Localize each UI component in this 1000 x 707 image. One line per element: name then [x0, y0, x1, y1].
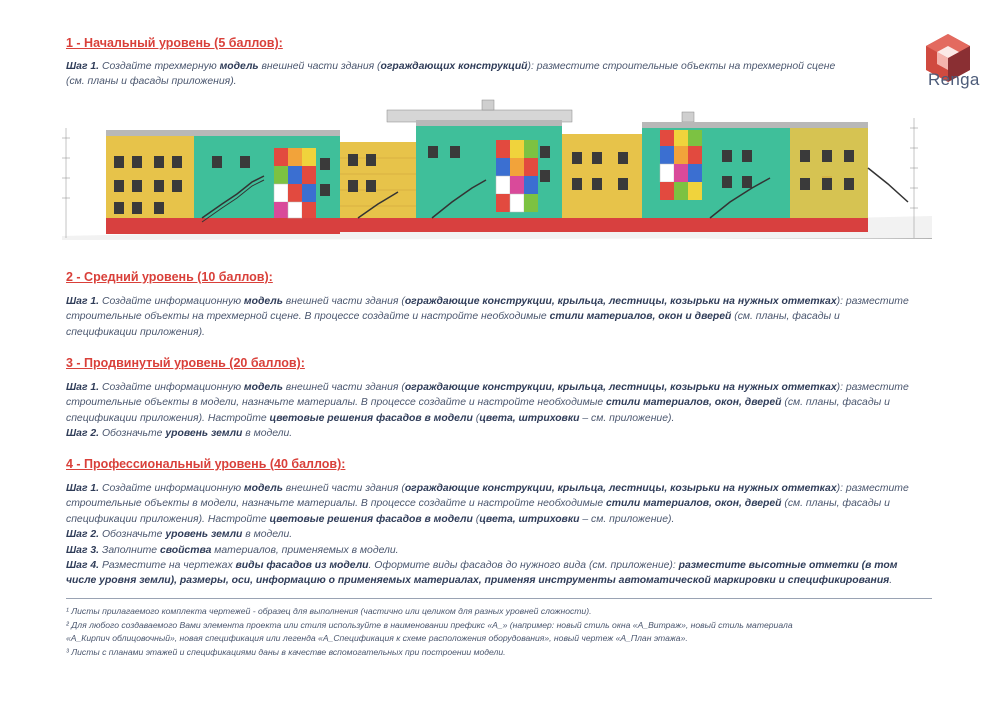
section-1-text	[66, 59, 932, 90]
footnote-1: ¹ Листы прилагаемого комплекта чертежей - образец для выполнения (частично или целиком для разных уровней сложности).	[66, 606, 592, 616]
facade-drawing	[62, 98, 938, 248]
text-line: строительные объекты в модели, назначьте материалы. В процессе создайте и настройте необходимые стили материалов, окон, дверей (см. планы, фасады и	[66, 498, 890, 510]
text-line: спецификации приложения). Настройте цветовые решения фасадов в модели (цвета, штриховки – см. приложение).	[66, 412, 675, 424]
text-line: (см. планы и фасады приложения).	[66, 76, 237, 88]
text-line: Шаг 1. Создайте информационную модель внешней части здания (ограждающие конструкции, крыльца, лестницы, козырьки на нужных отметках): разместите	[66, 382, 909, 393]
text-line: Шаг 4. Разместите на чертежах виды фасадов из модели. Оформите виды фасадов до нужного вида (см. приложение): разместите высотные отметки (в том	[66, 560, 898, 572]
footnotes	[66, 605, 932, 659]
text-line: Шаг 1. Создайте трехмерную модель внешней части здания (ограждающих конструкций): разместите строительные объекты на трехмерной сцене	[66, 61, 836, 72]
section-3-text	[66, 380, 932, 442]
text-line: строительные объекты на трехмерной сцене. В процессе создайте и настройте необходимые стили материалов, окон и дверей (см. планы, фасады и	[66, 311, 840, 323]
text-line: Шаг 2. Обозначьте уровень земли в модели.	[66, 529, 293, 541]
section-4-text	[66, 481, 932, 589]
text-line: спецификации приложения). Настройте цветовые решения фасадов в модели (цвета, штриховки – см. приложение).	[66, 513, 675, 525]
text-line: Шаг 3. Заполните свойства материалов, применяемых в модели.	[66, 544, 399, 556]
section-4-title: 4 - Профессиональный уровень (40 баллов):	[66, 457, 346, 471]
text-line: строительные объекты в модели, назначьте материалы. В процессе создайте и настройте необходимые стили материалов, окон, дверей (см. планы, фасады и	[66, 397, 890, 409]
text-line: спецификации приложения).	[66, 326, 205, 338]
section-1-title: 1 - Начальный уровень (5 баллов):	[66, 36, 283, 50]
text-line: Шаг 2. Обозначьте уровень земли в модели.	[66, 428, 293, 440]
section-2-title: 2 - Средний уровень (10 баллов):	[66, 270, 273, 284]
logo-text: Renga	[928, 70, 980, 89]
footnote-divider	[66, 598, 932, 599]
section-3-title: 3 - Продвинутый уровень (20 баллов):	[66, 356, 305, 370]
text-line: Шаг 1. Создайте информационную модель внешней части здания (ограждающие конструкции, крыльца, лестницы, козырьки на нужных отметках): разместите	[66, 483, 909, 494]
footnote-2-cont: «А_Кирпич облицовочный», новая спецификация или легенда «А_Спецификация к схеме расположения оборудования», новый чертеж «А_План этажа».	[66, 633, 688, 644]
footnote-2: ² Для любого создаваемого Вами элемента проекта или стиля используйте в наименовании префикс «А_» (например: новый стиль окна «А_Витраж», новый стиль материала	[66, 619, 793, 630]
text-line: числе уровня земли), размеры, оси, информацию о применяемых материалах, применяя инструменты автоматической маркировки и спецификирования.	[66, 575, 893, 587]
text-line: Шаг 1. Создайте информационную модель внешней части здания (ограждающие конструкции, крыльца, лестницы, козырьки на нужных отметках): разместите	[66, 296, 909, 307]
section-2-text	[66, 294, 932, 340]
footnote-3: ³ Листы с планами этажей и спецификациями даны в качестве вспомогательных при построении модели.	[66, 646, 506, 657]
